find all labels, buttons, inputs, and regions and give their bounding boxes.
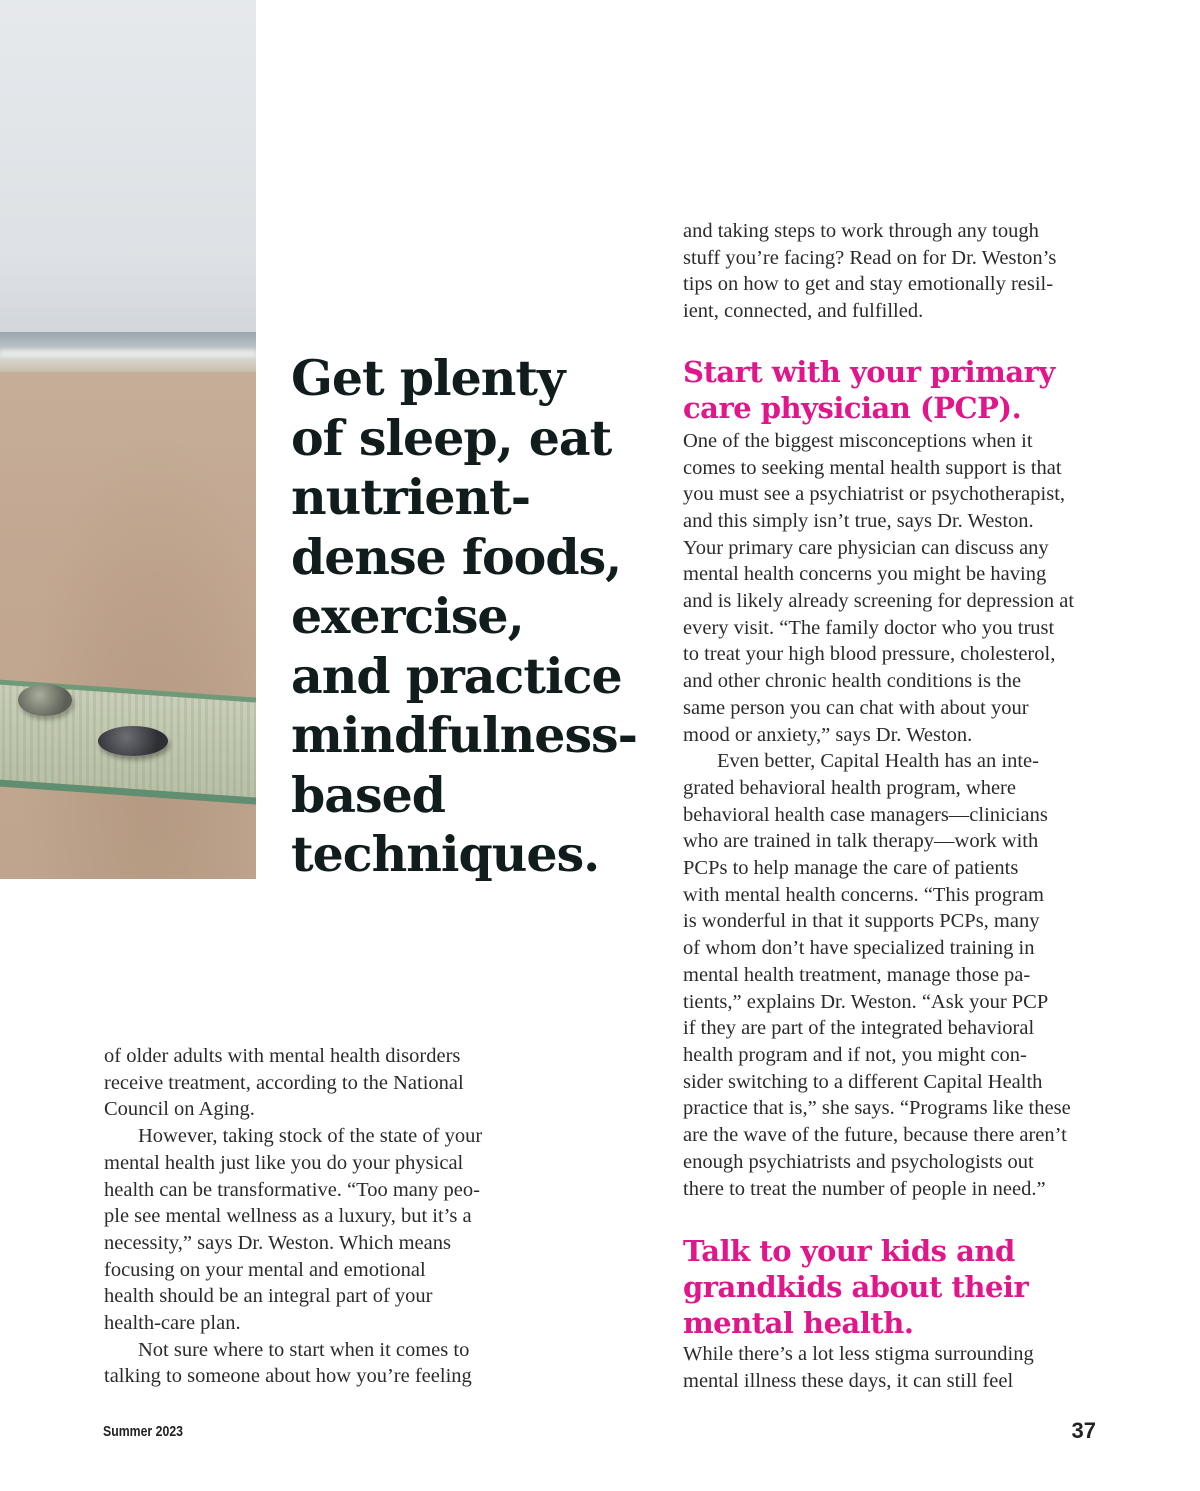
text-line: mental health treatment, manage those pa-	[683, 963, 1031, 986]
pull-quote-line: based	[291, 765, 446, 824]
text-line: talking to someone about how you’re feeling	[104, 1365, 472, 1388]
pull-quote-line: Get plenty	[291, 349, 565, 407]
text-line: sider switching to a different Capital Health	[683, 1070, 1043, 1093]
text-line: health should be an integral part of your	[104, 1285, 433, 1308]
beach-photo	[0, 0, 256, 879]
pull-quote-line: nutrient-	[291, 468, 531, 526]
pull-quote-line: of sleep, eat	[291, 408, 612, 467]
subhead-talk-to-kids	[683, 1233, 1113, 1341]
subhead-line: care physician (PCP).	[683, 390, 1022, 425]
body-paragraph	[104, 1043, 534, 1123]
text-line: mental health just like you do your physical	[104, 1151, 464, 1174]
text-line: focusing on your mental and emotional	[104, 1258, 426, 1281]
text-line: of whom don’t have specialized training in	[683, 937, 1035, 960]
pull-quote-line: exercise,	[291, 587, 524, 645]
text-line: grated behavioral health program, where	[683, 776, 1016, 799]
stone	[18, 684, 72, 716]
text-line: receive treatment, according to the National	[104, 1071, 464, 1094]
subhead-line: mental health.	[683, 1306, 914, 1341]
wave-foam	[0, 350, 256, 356]
text-line: is wonderful in that it supports PCPs, many	[683, 910, 1040, 933]
pull-quote-line: and practice	[291, 646, 622, 705]
text-line: and taking steps to work through any tough	[683, 220, 1039, 242]
text-line: However, taking stock of the state of your	[138, 1125, 483, 1148]
right-column	[683, 218, 1113, 1395]
text-line: with mental health concerns. “This program	[683, 883, 1044, 906]
text-line: to treat your high blood pressure, cholesterol,	[683, 643, 1056, 666]
pull-quote	[291, 349, 651, 885]
text-line: of older adults with mental health disorders	[104, 1045, 461, 1067]
page-number: 37	[1071, 1418, 1096, 1443]
issue-label: Summer 2023	[103, 1423, 184, 1440]
text-line: health program and if not, you might con-	[683, 1043, 1027, 1066]
pull-quote-line: mindfulness-	[291, 706, 637, 764]
text-line: if they are part of the integrated behavioral	[683, 1017, 1035, 1040]
subhead-line: grandkids about their	[683, 1270, 1029, 1305]
text-line: necessity,” says Dr. Weston. Which means	[104, 1231, 451, 1254]
body-paragraph	[683, 218, 1113, 325]
left-column	[104, 1043, 534, 1390]
text-line: you must see a psychiatrist or psychotherapist,	[683, 483, 1066, 506]
text-line: mood or anxiety,” says Dr. Weston.	[683, 723, 973, 746]
text-line: While there’s a lot less stigma surrounding	[683, 1343, 1034, 1366]
text-line: are the wave of the future, because there aren’t	[683, 1124, 1067, 1147]
text-line: Council on Aging.	[104, 1098, 255, 1121]
text-line: health-care plan.	[104, 1312, 241, 1335]
text-line: behavioral health case managers—clinicians	[683, 803, 1048, 826]
text-line: Your primary care physician can discuss any	[683, 536, 1049, 559]
body-paragraph	[683, 748, 1113, 1202]
body-paragraph	[683, 1341, 1113, 1394]
text-line: comes to seeking mental health support is that	[683, 456, 1062, 479]
subhead-line: Talk to your kids and	[683, 1234, 1015, 1269]
body-paragraph	[104, 1337, 534, 1390]
text-line: tients,” explains Dr. Weston. “Ask your PCP	[683, 990, 1049, 1013]
text-line: PCPs to help manage the care of patients	[683, 857, 1019, 880]
pull-quote-line: dense foods,	[291, 527, 622, 586]
subhead-line: Start with your primary	[683, 354, 1055, 389]
text-line: same person you can chat with about your	[683, 696, 1029, 719]
text-line: practice that is,” she says. “Programs like these	[683, 1097, 1071, 1120]
text-line: enough psychiatrists and psychologists out	[683, 1150, 1034, 1173]
text-line: mental illness these days, it can still feel	[683, 1369, 1014, 1392]
text-line: and other chronic health conditions is the	[683, 670, 1022, 693]
stone	[98, 726, 168, 756]
pull-quote-line: techniques.	[291, 825, 600, 883]
text-line: Even better, Capital Health has an inte-	[717, 750, 1039, 773]
text-line: and is likely already screening for depression at	[683, 590, 1075, 613]
body-paragraph	[683, 428, 1113, 748]
text-line: Not sure where to start when it comes to	[138, 1338, 470, 1361]
text-line: stuff you’re facing? Read on for Dr. Weston’s	[683, 246, 1057, 269]
text-line: health can be transformative. “Too many peo-	[104, 1178, 480, 1201]
text-line: and this simply isn’t true, says Dr. Weston.	[683, 509, 1034, 532]
text-line: tips on how to get and stay emotionally resil-	[683, 273, 1054, 296]
subhead-start-with-pcp	[683, 354, 1113, 426]
text-line: ient, connected, and fulfilled.	[683, 300, 924, 323]
text-line: One of the biggest misconceptions when it	[683, 429, 1033, 452]
text-line: mental health concerns you might be having	[683, 563, 1047, 586]
text-line: there to treat the number of people in need.”	[683, 1177, 1046, 1200]
text-line: who are trained in talk therapy—work with	[683, 830, 1039, 853]
sand	[0, 372, 256, 879]
text-line: every visit. “The family doctor who you trust	[683, 616, 1055, 639]
body-paragraph	[104, 1123, 534, 1337]
text-line: ple see mental wellness as a luxury, but it’s a	[104, 1205, 472, 1228]
